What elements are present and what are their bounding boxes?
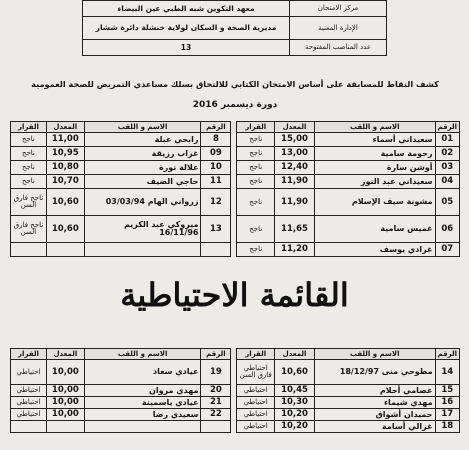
entry-number: 20 [201, 385, 231, 397]
entry-number: 05 [435, 189, 459, 216]
info-row [83, 17, 387, 40]
entry-number: 15 [435, 385, 459, 397]
entry-decision: ناجح [237, 161, 275, 175]
table-row [11, 189, 460, 216]
entry-decision: احتياطي [11, 397, 47, 409]
col-header-num: الرقم [201, 122, 231, 133]
entry-score [46, 243, 84, 257]
entry-score: 10,30 [275, 397, 315, 409]
entry-decision: احتياطي [11, 409, 47, 421]
document-title: كشف النقاط للمسابقة على أساس الامتحان الكتابي للالتحاق بسلك مساعدي التمريض للصحة العمومية [31, 79, 439, 89]
col-header-score: المعدل [275, 122, 315, 133]
entry-decision: ناجح فارق السن [11, 216, 47, 243]
table-row [11, 385, 460, 397]
col-header-num: الرقم [435, 122, 459, 133]
entry-score: 10,45 [275, 385, 315, 397]
column-gap [231, 122, 237, 133]
table-header-row [11, 122, 460, 133]
entry-score: 10,00 [46, 385, 84, 397]
entry-name: رابحي عبلة [84, 133, 201, 147]
entry-decision: ناجح [11, 147, 47, 161]
col-header-num: الرقم [435, 349, 459, 360]
entry-decision [11, 421, 47, 433]
entry-score: 11,00 [46, 133, 84, 147]
entry-name: عيادي سعاد [84, 360, 201, 385]
info-row [83, 40, 387, 56]
entry-decision: احتياطي [237, 385, 275, 397]
entry-decision: ناجح [237, 216, 275, 243]
table-row [11, 147, 460, 161]
entry-decision: احتياطي [11, 385, 47, 397]
entry-decision: ناجح [237, 189, 275, 216]
entry-decision: ناجح [237, 147, 275, 161]
col-header-score: المعدل [46, 349, 84, 360]
session-label: دورة ديسمبر 2016 [192, 100, 278, 110]
entry-number: 19 [201, 360, 231, 385]
results-table [10, 121, 460, 257]
entry-score: 10,20 [275, 421, 315, 433]
entry-score [46, 421, 84, 433]
entry-score: 11,90 [275, 189, 315, 216]
info-key: عدد المناصب المفتوحة [290, 40, 387, 56]
info-row [83, 1, 387, 17]
entry-name: أوشن سارة [314, 161, 435, 175]
info-value: 13 [83, 40, 290, 56]
entry-number: 18 [435, 421, 459, 433]
col-header-name: الاسم و اللقب [314, 349, 435, 360]
table-row [11, 133, 460, 147]
entry-number [201, 243, 231, 257]
entry-number: 02 [435, 147, 459, 161]
entry-score: 12,40 [275, 161, 315, 175]
entry-number: 21 [201, 397, 231, 409]
entry-name: مهدي مروان [84, 385, 201, 397]
col-header-score: المعدل [275, 349, 315, 360]
entry-name: سعيدي رضا [84, 409, 201, 421]
entry-decision: احتياطي فارق السن [237, 360, 275, 385]
entry-decision: احتياطي [237, 397, 275, 409]
column-gap [231, 421, 237, 433]
info-key: مركز الامتحان [290, 1, 387, 17]
col-header-decision: القرار [237, 122, 275, 133]
column-gap [231, 409, 237, 421]
entry-name: غرادي يوسف [314, 243, 435, 257]
table-row [11, 360, 460, 385]
table-row [11, 243, 460, 257]
entry-name: رحومة سامية [314, 147, 435, 161]
entry-decision: احتياطي [237, 421, 275, 433]
entry-decision: ناجح [11, 133, 47, 147]
entry-number [201, 421, 231, 433]
entry-decision: احتياطي [11, 360, 47, 385]
entry-score: 15,00 [275, 133, 315, 147]
entry-score: 10,00 [46, 409, 84, 421]
entry-score: 10,60 [275, 360, 315, 385]
entry-decision: ناجح فارق السن [11, 189, 47, 216]
entry-name: مطوحي منى 18/12/97 [314, 360, 435, 385]
table-row [11, 409, 460, 421]
column-gap [231, 161, 237, 175]
col-header-score: المعدل [46, 122, 84, 133]
col-header-num: الرقم [201, 349, 231, 360]
entry-name: مشونة سيف الإسلام [314, 189, 435, 216]
entry-number: 03 [435, 161, 459, 175]
table-row [11, 175, 460, 189]
entry-number: 07 [435, 243, 459, 257]
col-header-decision: القرار [11, 122, 47, 133]
entry-number: 12 [201, 189, 231, 216]
entry-score: 10,95 [46, 147, 84, 161]
entry-number: 16 [435, 397, 459, 409]
col-header-decision: القرار [11, 349, 47, 360]
entry-number: 17 [435, 409, 459, 421]
entry-name: حميدان أشواق [314, 409, 435, 421]
entry-decision: ناجح [237, 243, 275, 257]
entry-decision: احتياطي [237, 409, 275, 421]
entry-name: عيادي ياسمينة [84, 397, 201, 409]
entry-decision: ناجح [11, 161, 47, 175]
reserve-list-title: القائمة الاحتياطية [120, 276, 349, 314]
entry-number: 14 [435, 360, 459, 385]
column-gap [231, 349, 237, 360]
entry-name: سعيداني عبد النور [314, 175, 435, 189]
entry-score: 10,70 [46, 175, 84, 189]
col-header-name: الاسم و اللقب [314, 122, 435, 133]
exam-info-table [82, 0, 387, 56]
entry-name: حاجي الضيف [84, 175, 201, 189]
entry-score: 10,80 [46, 161, 84, 175]
column-gap [231, 175, 237, 189]
entry-number: 11 [201, 175, 231, 189]
table-row [11, 216, 460, 243]
entry-name: ميروكي عبد الكريم 16/11/96 [84, 216, 201, 243]
entry-name: زرواني الهام 03/03/94 [84, 189, 201, 216]
column-gap [231, 216, 237, 243]
entry-name: علالة نورة [84, 161, 201, 175]
table-row [11, 421, 460, 433]
column-gap [231, 397, 237, 409]
col-header-decision: القرار [237, 349, 275, 360]
entry-decision [11, 243, 47, 257]
column-gap [231, 243, 237, 257]
entry-score: 11,90 [275, 175, 315, 189]
entry-name: غراب رزيقة [84, 147, 201, 161]
entry-score: 10,60 [46, 189, 84, 216]
entry-score: 11,20 [275, 243, 315, 257]
reserve-table [10, 348, 460, 433]
entry-name: سعيداني أسماء [314, 133, 435, 147]
column-gap [231, 133, 237, 147]
col-header-name: الاسم و اللقب [84, 122, 201, 133]
entry-name: مهدي شيماء [314, 397, 435, 409]
table-row [11, 397, 460, 409]
entry-number: 8 [201, 133, 231, 147]
entry-score: 10,60 [46, 216, 84, 243]
col-header-name: الاسم و اللقب [84, 349, 201, 360]
column-gap [231, 385, 237, 397]
entry-number: 10 [201, 161, 231, 175]
entry-number: 04 [435, 175, 459, 189]
entry-decision: ناجح [11, 175, 47, 189]
entry-name [84, 243, 201, 257]
entry-number: 01 [435, 133, 459, 147]
entry-score: 10,00 [46, 360, 84, 385]
entry-number: 13 [201, 216, 231, 243]
info-value: مديرية الصحة و السكان لولاية خنشلة دائرة ششار [83, 17, 290, 40]
entry-number: 06 [435, 216, 459, 243]
info-key: الإدارة المعنية [290, 17, 387, 40]
info-value: معهد التكوين شبه الطبي عين البيضاء [83, 1, 290, 17]
entry-score: 13,00 [275, 147, 315, 161]
entry-name: عصامي أحلام [314, 385, 435, 397]
entry-decision: ناجح [237, 133, 275, 147]
entry-name: غميس سامية [314, 216, 435, 243]
entry-number: 22 [201, 409, 231, 421]
entry-score: 11,65 [275, 216, 315, 243]
column-gap [231, 147, 237, 161]
entry-decision: ناجح [237, 175, 275, 189]
entry-score: 10,00 [46, 397, 84, 409]
column-gap [231, 360, 237, 385]
entry-score: 10,20 [275, 409, 315, 421]
entry-number: 09 [201, 147, 231, 161]
table-header-row [11, 349, 460, 360]
column-gap [231, 189, 237, 216]
entry-name [84, 421, 201, 433]
entry-name: غزالي أسامة [314, 421, 435, 433]
table-row [11, 161, 460, 175]
